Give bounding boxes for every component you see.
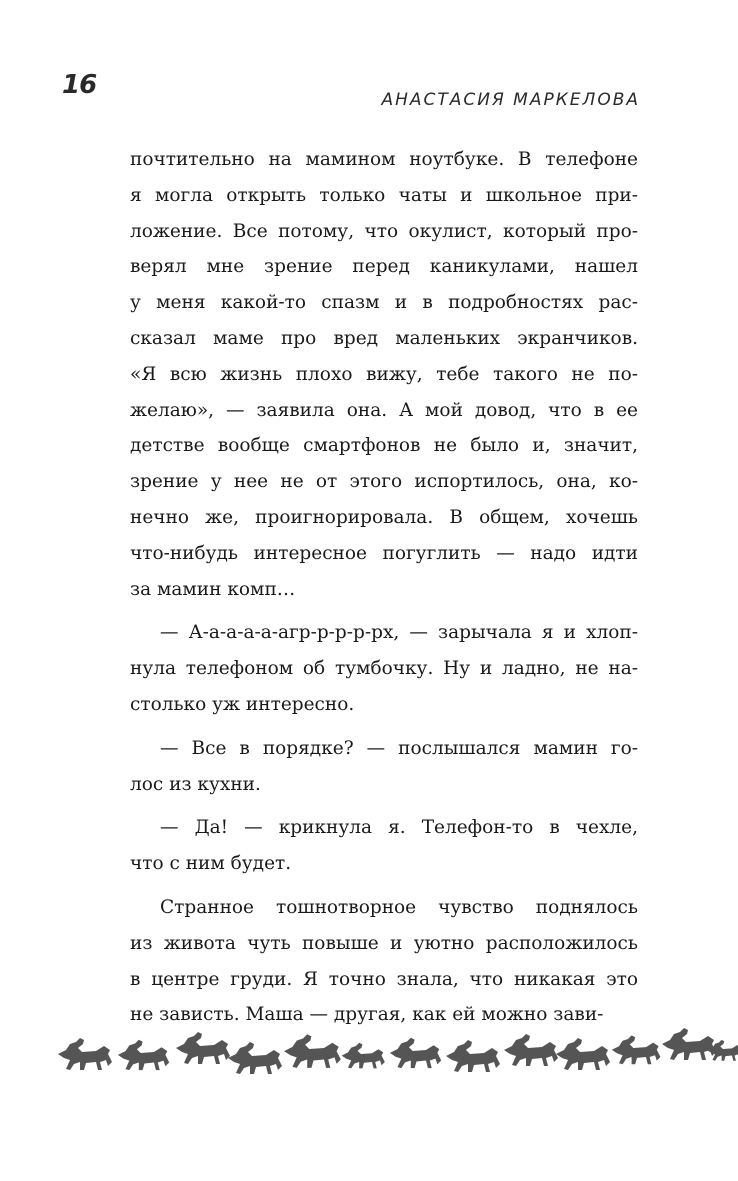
paragraph bbox=[130, 142, 638, 607]
horse-silhouette-icon bbox=[228, 1042, 282, 1074]
text-line: Странное тошнотворное чувство поднялось bbox=[160, 896, 638, 918]
text-line: «Я всю жизнь плохо вижу, тебе такого не по- bbox=[130, 363, 638, 385]
paragraph bbox=[130, 615, 638, 722]
paragraph bbox=[130, 731, 638, 803]
text-line: что-нибудь интересное погуглить — надо идти bbox=[130, 542, 638, 564]
horse-silhouette-icon bbox=[58, 1038, 112, 1070]
horse-silhouette-icon bbox=[556, 1038, 610, 1070]
paragraph bbox=[130, 810, 638, 882]
text-line: лос из кухни. bbox=[130, 773, 261, 795]
text-line: детстве вообще смартфонов не было и, значит, bbox=[130, 435, 638, 457]
text-line: — Да! — крикнула я. Телефон-то в чехле, bbox=[160, 817, 638, 839]
text-line: не зависть. Маша — другая, как ей можно зави- bbox=[130, 1004, 604, 1026]
horse-silhouette-icon bbox=[504, 1034, 558, 1066]
text-line: за мамин комп… bbox=[130, 578, 296, 600]
horse-silhouette-icon bbox=[662, 1028, 716, 1060]
paragraph-gap bbox=[130, 607, 638, 615]
paragraph-gap bbox=[130, 802, 638, 810]
running-title: АНАСТАСИЯ МАРКЕЛОВА bbox=[381, 90, 640, 110]
horse-silhouette-icon bbox=[118, 1040, 169, 1070]
text-line: нечно же, проигнорировала. В общем, хочешь bbox=[130, 506, 638, 528]
horse-silhouette-icon bbox=[342, 1043, 385, 1069]
text-line: — А-а-а-а-а-агр-р-р-р-рх, — зарычала я и хлоп- bbox=[160, 622, 638, 644]
text-line: желаю», — заявила она. А мой довод, что в ее bbox=[130, 399, 638, 421]
text-line: из живота чуть повыше и уютно расположилось bbox=[130, 932, 638, 954]
paragraph-gap bbox=[130, 882, 638, 890]
running-horses-icon bbox=[56, 1022, 738, 1092]
text-line: у меня какой-то спазм и в подробностях рас- bbox=[130, 292, 638, 314]
text-line: ложение. Все потому, что окулист, который про- bbox=[130, 220, 638, 242]
text-line: почтительно на мамином ноутбуке. В телефоне bbox=[130, 149, 638, 170]
text-line: — Все в порядке? — послышался мамин го- bbox=[160, 737, 638, 759]
text-line: зрение у нее не от этого испортилось, она, ко- bbox=[130, 471, 638, 493]
text-line: верял мне зрение перед каникулами, нашел bbox=[130, 256, 638, 278]
page-number: 16 bbox=[62, 70, 97, 100]
horse-silhouette-icon bbox=[390, 1038, 441, 1068]
horse-silhouette-icon bbox=[284, 1034, 341, 1068]
text-line: сказал маме про вред маленьких экранчиков. bbox=[130, 327, 638, 349]
body-text bbox=[130, 142, 638, 1033]
horse-silhouette-icon bbox=[612, 1035, 661, 1064]
text-line: что с ним будет. bbox=[130, 853, 292, 875]
paragraph bbox=[130, 890, 638, 1033]
paragraph-gap bbox=[130, 723, 638, 731]
horse-silhouette-icon bbox=[446, 1040, 500, 1072]
text-line: нула телефоном об тумбочку. Ну и ладно, не на- bbox=[130, 658, 638, 680]
text-line: в центре груди. Я точно знала, что никакая это bbox=[130, 968, 638, 990]
text-line: я могла открыть только чаты и школьное при- bbox=[130, 184, 638, 206]
text-line: столько уж интересно. bbox=[130, 693, 355, 715]
horse-silhouette-icon bbox=[176, 1032, 230, 1064]
